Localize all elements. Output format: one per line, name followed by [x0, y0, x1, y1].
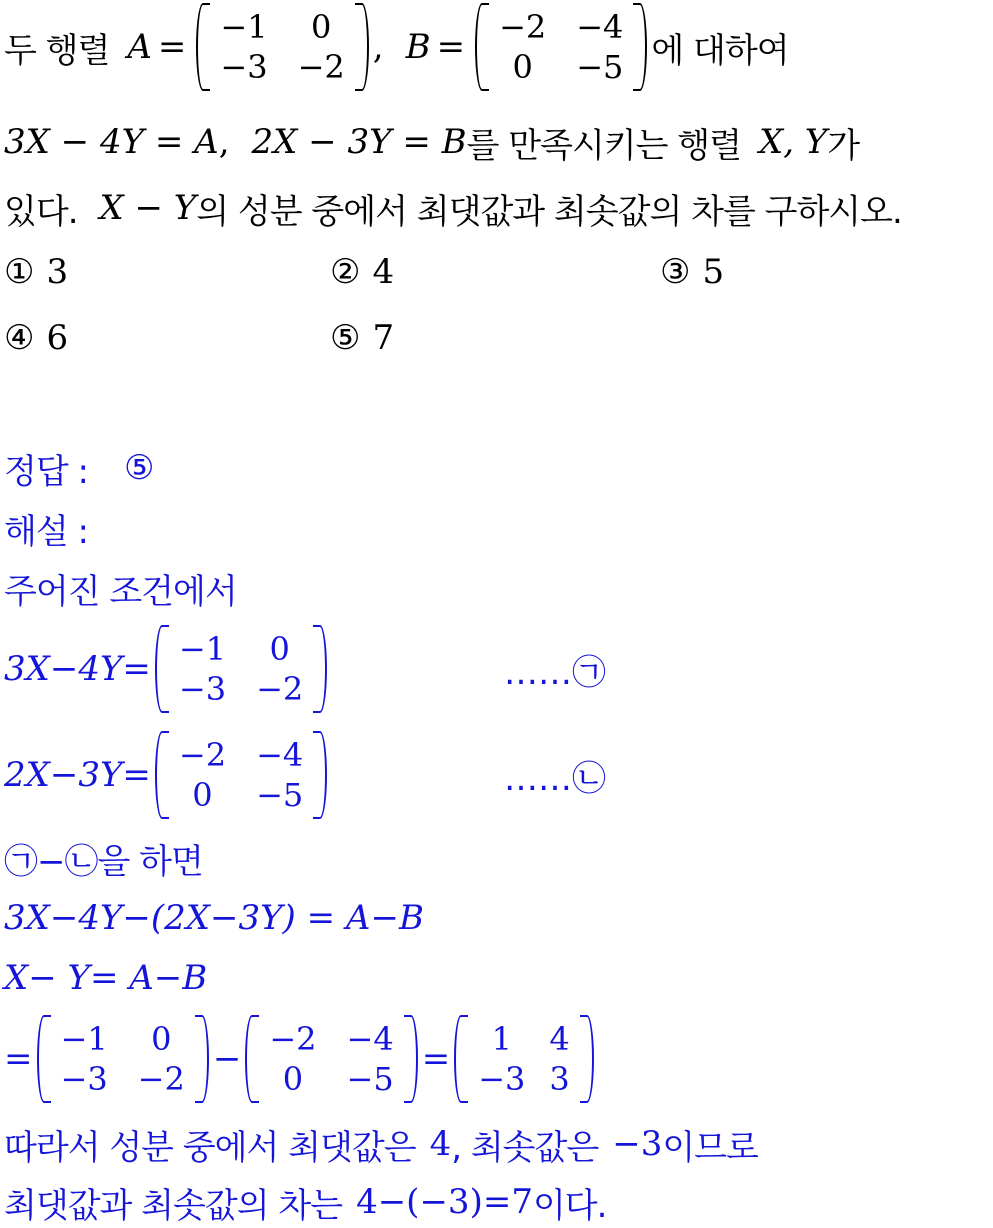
explanation-intro: 주어진 조건에서 [4, 571, 237, 612]
equation-2: 2X−3Y= −2 −4 0 −5 ……㉡ [4, 732, 331, 818]
answer-label: 정답 : [4, 451, 88, 492]
conclusion-2: 최댓값과 최솟값의 차는 4−(−3)=7 이다. [4, 1182, 607, 1226]
equation-tag-1: ……㉠ [504, 652, 606, 693]
step-1: 3X−4Y−(2X−3Y) = A−B [4, 898, 424, 938]
matrix-name-b: B [405, 27, 431, 67]
matrix-a-solution: −1 0 −3 −2 [155, 625, 327, 713]
matrix-b-step: −2 −4 0 −5 [245, 1015, 417, 1103]
step-3: = −1 0 −3 −2 − −2 −4 0 −5 = 1 4 −3 3 [4, 1016, 598, 1102]
conclusion-1: 따라서 성분 중에서 최댓값은 4 , 최솟값은 −3 이므로 [4, 1124, 758, 1168]
equals-sign: = [157, 27, 187, 67]
choice-4[interactable]: ④ 6 [4, 318, 69, 358]
matrix-b: −2 −4 0 −5 [475, 3, 647, 91]
matrix-b-solution: −2 −4 0 −5 [155, 731, 327, 819]
matrix-a-step: −1 0 −3 −2 [37, 1015, 209, 1103]
choice-2[interactable]: ② 4 [330, 252, 395, 292]
answer-value: ⑤ [123, 448, 154, 488]
choice-3[interactable]: ③ 5 [660, 252, 725, 292]
equation-1: 3X−4Y= −1 0 −3 −2 ……㉠ [4, 626, 331, 712]
answer-line [4, 446, 153, 490]
problem-line-3: 있다. X − Y 의 성분 중에서 최댓값과 최솟값의 차를 구하시오. [4, 188, 902, 232]
choice-5[interactable]: ⑤ 7 [330, 318, 395, 358]
step-2: X− Y= A−B [4, 958, 208, 998]
problem-text: 두 행렬 [4, 30, 110, 71]
explanation-label: 해설 : [4, 511, 88, 552]
problem-line-1: 두 행렬 A = −1 0 −3 −2 , B = −2 −4 0 −5 에 대하여 [4, 4, 789, 90]
problem-line-2: 3X − 4Y = A , 2X − 3Y = B 를 만족시키는 행렬 X, Y 가 [4, 122, 860, 166]
equation-tag-2: ……㉡ [504, 758, 606, 799]
result-matrix: 1 4 −3 3 [454, 1015, 594, 1103]
choice-1[interactable]: ① 3 [4, 252, 69, 292]
matrix-a: −1 0 −3 −2 [196, 3, 368, 91]
matrix-name-a: A [127, 27, 152, 67]
subtract-step: ㉠−㉡을 하면 [4, 841, 203, 882]
